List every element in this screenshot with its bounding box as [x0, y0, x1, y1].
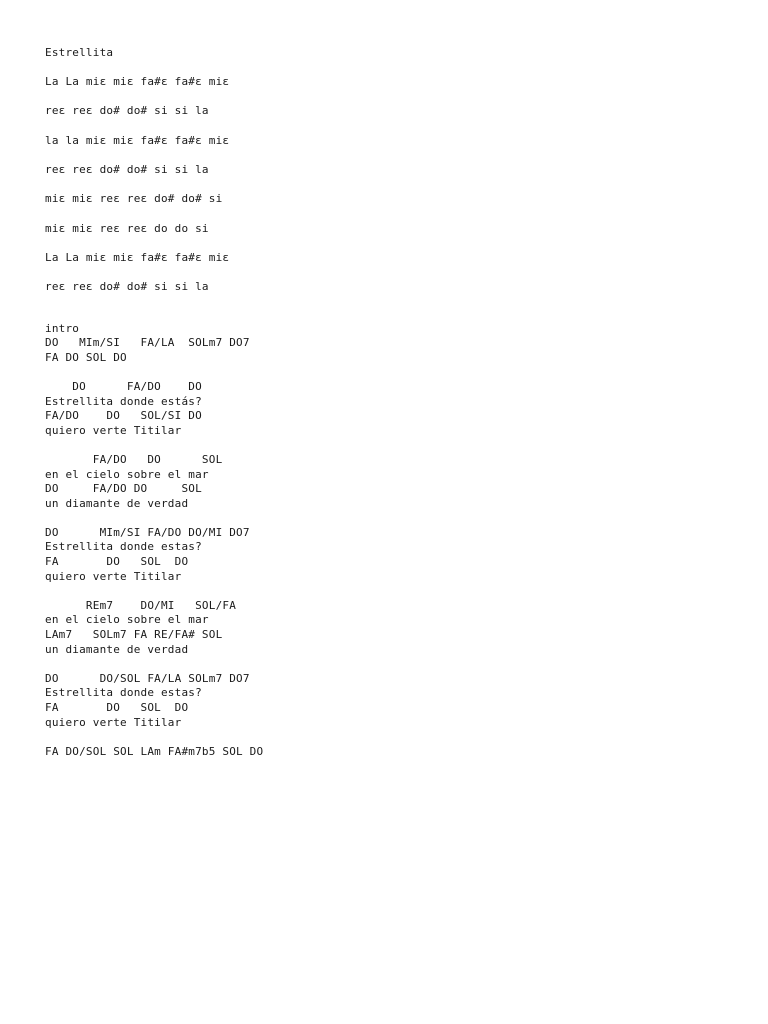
song-title: Estrellita	[45, 46, 114, 59]
chord-line: LAm7 SOLm7 FA RE/FA# SOL	[45, 628, 223, 642]
chord-line: FA DO SOL DO	[45, 555, 189, 569]
chord-line: DO FA/DO DO	[45, 379, 202, 393]
lyric-line: Estrellita donde estas?	[45, 686, 202, 700]
chord-line: DO FA/DO DO SOL	[45, 482, 202, 496]
note-line: reε reε do# do# si si la	[45, 104, 209, 118]
chord-line: REm7 DO/MI SOL/FA	[45, 598, 237, 612]
spacer	[45, 310, 745, 322]
spacer	[45, 61, 745, 76]
note-line: La La miε miε fa#ε fa#ε miε	[45, 250, 230, 264]
note-line: la la miε miε fa#ε fa#ε miε	[45, 133, 230, 147]
chord-line: FA/DO DO SOL	[45, 452, 223, 466]
chord-line: FA/DO DO SOL/SI DO	[45, 409, 202, 423]
note-line: miε miε reε reε do do si	[45, 221, 209, 235]
document-page	[45, 46, 745, 759]
chord-line: intro	[45, 321, 80, 335]
chord-line	[45, 438, 745, 453]
lyric-line: un diamante de verdad	[45, 496, 189, 510]
note-line: miε miε reε reε do# do# si	[45, 192, 223, 206]
lyric-line: quiero verte Titilar	[45, 423, 182, 437]
lyric-line: en el cielo sobre el mar	[45, 613, 209, 627]
note-line: reε reε do# do# si si la	[45, 280, 209, 294]
melody-notes	[45, 75, 745, 309]
chord-line: FA DO/SOL SOL LAm FA#m7b5 SOL DO	[45, 744, 264, 758]
chord-sheet	[45, 322, 745, 760]
lyric-line: Estrellita donde estas?	[45, 540, 202, 554]
chord-line	[45, 657, 745, 672]
lyric-line: quiero verte Titilar	[45, 715, 182, 729]
lyric-line: un diamante de verdad	[45, 642, 189, 656]
chord-line	[45, 584, 745, 599]
chord-line: FA DO SOL DO	[45, 701, 189, 714]
chord-line	[45, 365, 745, 380]
lyric-line: en el cielo sobre el mar	[45, 467, 209, 481]
lyric-line: quiero verte Titilar	[45, 569, 182, 583]
lyric-line: Estrellita donde estás?	[45, 394, 202, 408]
note-line: La La miε miε fa#ε fa#ε miε	[45, 75, 230, 89]
chord-line: FA DO SOL DO	[45, 350, 127, 364]
chord-line: DO MIm/SI FA/LA SOLm7 DO7	[45, 336, 250, 350]
chord-line	[45, 730, 745, 745]
chord-line	[45, 511, 745, 526]
chord-line: DO MIm/SI FA/DO DO/MI DO7	[45, 525, 250, 539]
chord-line: DO DO/SOL FA/LA SOLm7 DO7	[45, 671, 250, 685]
note-line: reε reε do# do# si si la	[45, 163, 209, 177]
